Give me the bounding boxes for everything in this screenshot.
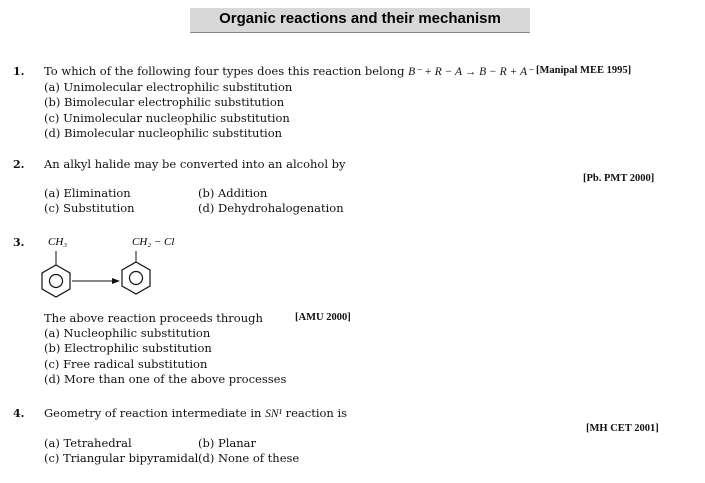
- question-4-number: 4.: [13, 407, 25, 420]
- question-4-option-b: (b) Planar: [198, 436, 257, 450]
- question-2-option-a: (a) Elimination: [44, 186, 131, 200]
- question-3-option-c: (c) Free radical substitution: [44, 357, 208, 371]
- question-1-option-d: (d) Bimolecular nucleophilic substitution: [44, 126, 283, 140]
- question-3-number: 3.: [13, 236, 25, 249]
- reactant-label: CH₃: [48, 236, 68, 248]
- toluene-to-benzyl-chloride-diagram: [26, 228, 206, 300]
- question-1-option-a: (a) Unimolecular electrophilic substitution: [44, 80, 293, 94]
- product-benzene-ring: [122, 262, 150, 294]
- question-1-stem: [44, 64, 533, 78]
- question-1-option-c: (c) Unimolecular nucleophilic substitution: [44, 111, 290, 125]
- reaction-arrow: [112, 278, 120, 284]
- product-label: CH₂ − Cl: [132, 236, 175, 248]
- question-4-option-a: (a) Tetrahedral: [44, 436, 132, 450]
- question-4-stem: [44, 406, 347, 420]
- question-3-stem: The above reaction proceeds through: [44, 311, 263, 325]
- question-3-source: [AMU 2000]: [295, 312, 351, 323]
- question-2-option-d: (d) Dehydrohalogenation: [198, 201, 344, 215]
- question-3-option-d: (d) More than one of the above processes: [44, 372, 287, 386]
- question-1-reaction: B⁻ + R − A → B − R + A⁻: [408, 66, 534, 78]
- question-2-stem: An alkyl halide may be converted into an alcohol by: [44, 157, 346, 171]
- question-1-option-b: (b) Bimolecular electrophilic substitution: [44, 95, 285, 109]
- question-2-option-c: (c) Substitution: [44, 201, 135, 215]
- question-4-term: SN¹: [265, 408, 282, 420]
- question-1-source: [Manipal MEE 1995]: [536, 65, 632, 76]
- question-2-source: [Pb. PMT 2000]: [583, 173, 655, 184]
- question-2-option-b: (b) Addition: [198, 186, 268, 200]
- reactant-benzene-ring: [42, 265, 70, 297]
- question-4-stem-text: Geometry of reaction intermediate in: [44, 406, 262, 420]
- question-3-option-a: (a) Nucleophilic substitution: [44, 326, 211, 340]
- question-2-number: 2.: [13, 158, 25, 171]
- question-4-option-c: (c) Triangular bipyramidal: [44, 451, 199, 465]
- question-1-number: 1.: [13, 65, 25, 78]
- question-4-stem-end: reaction is: [285, 406, 348, 420]
- page-title: Organic reactions and their mechanism: [190, 8, 530, 33]
- question-1-stem-text: To which of the following four types does this reaction belong: [44, 64, 405, 78]
- question-3-option-b: (b) Electrophilic substitution: [44, 341, 212, 355]
- question-4-source: [MH CET 2001]: [586, 423, 659, 434]
- question-4-option-d: (d) None of these: [198, 451, 300, 465]
